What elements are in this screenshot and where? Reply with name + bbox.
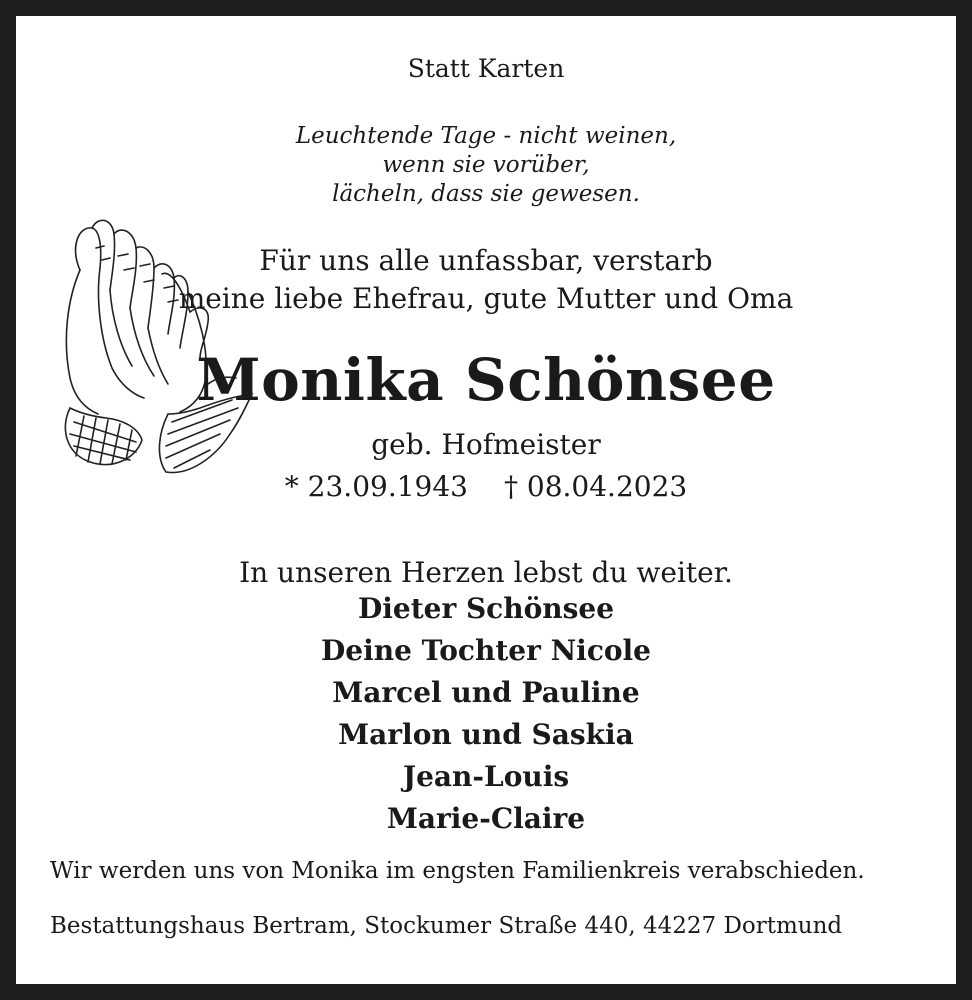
funeral-home: Bestattungshaus Bertram, Stockumer Straße 440, 44227 Dortmund: [50, 913, 843, 939]
farewell-note: Wir werden uns von Monika im engsten Familienkreis verabschieden.: [50, 858, 865, 884]
header-statt-karten: Statt Karten: [407, 54, 565, 83]
maiden-name: geb. Hofmeister: [371, 428, 601, 461]
closing-sentence: In unseren Herzen lebst du weiter.: [239, 556, 733, 589]
verse-line: wenn sie vorüber,: [382, 152, 590, 178]
mourner-name: Marcel und Pauline: [332, 676, 640, 709]
mourner-name: Marie-Claire: [386, 802, 586, 835]
verse-line: lächeln, dass sie gewesen.: [332, 181, 640, 207]
mourner-name: Marlon und Saskia: [338, 718, 634, 751]
intro-line: Für uns alle unfassbar, verstarb: [259, 244, 713, 277]
mourner-name: Dieter Schönsee: [357, 592, 615, 625]
deceased-name: Monika Schönsee: [196, 346, 776, 414]
mourner-name: Deine Tochter Nicole: [320, 634, 651, 667]
obituary-notice: [16, 16, 956, 984]
birth-date: * 23.09.1943: [284, 470, 468, 503]
death-date: † 08.04.2023: [504, 470, 688, 503]
verse-line: Leuchtende Tage - nicht weinen,: [295, 123, 677, 149]
intro-line: meine liebe Ehefrau, gute Mutter und Oma: [178, 282, 794, 315]
mourner-name: Jean-Louis: [402, 760, 570, 793]
life-dates: [16, 470, 956, 503]
